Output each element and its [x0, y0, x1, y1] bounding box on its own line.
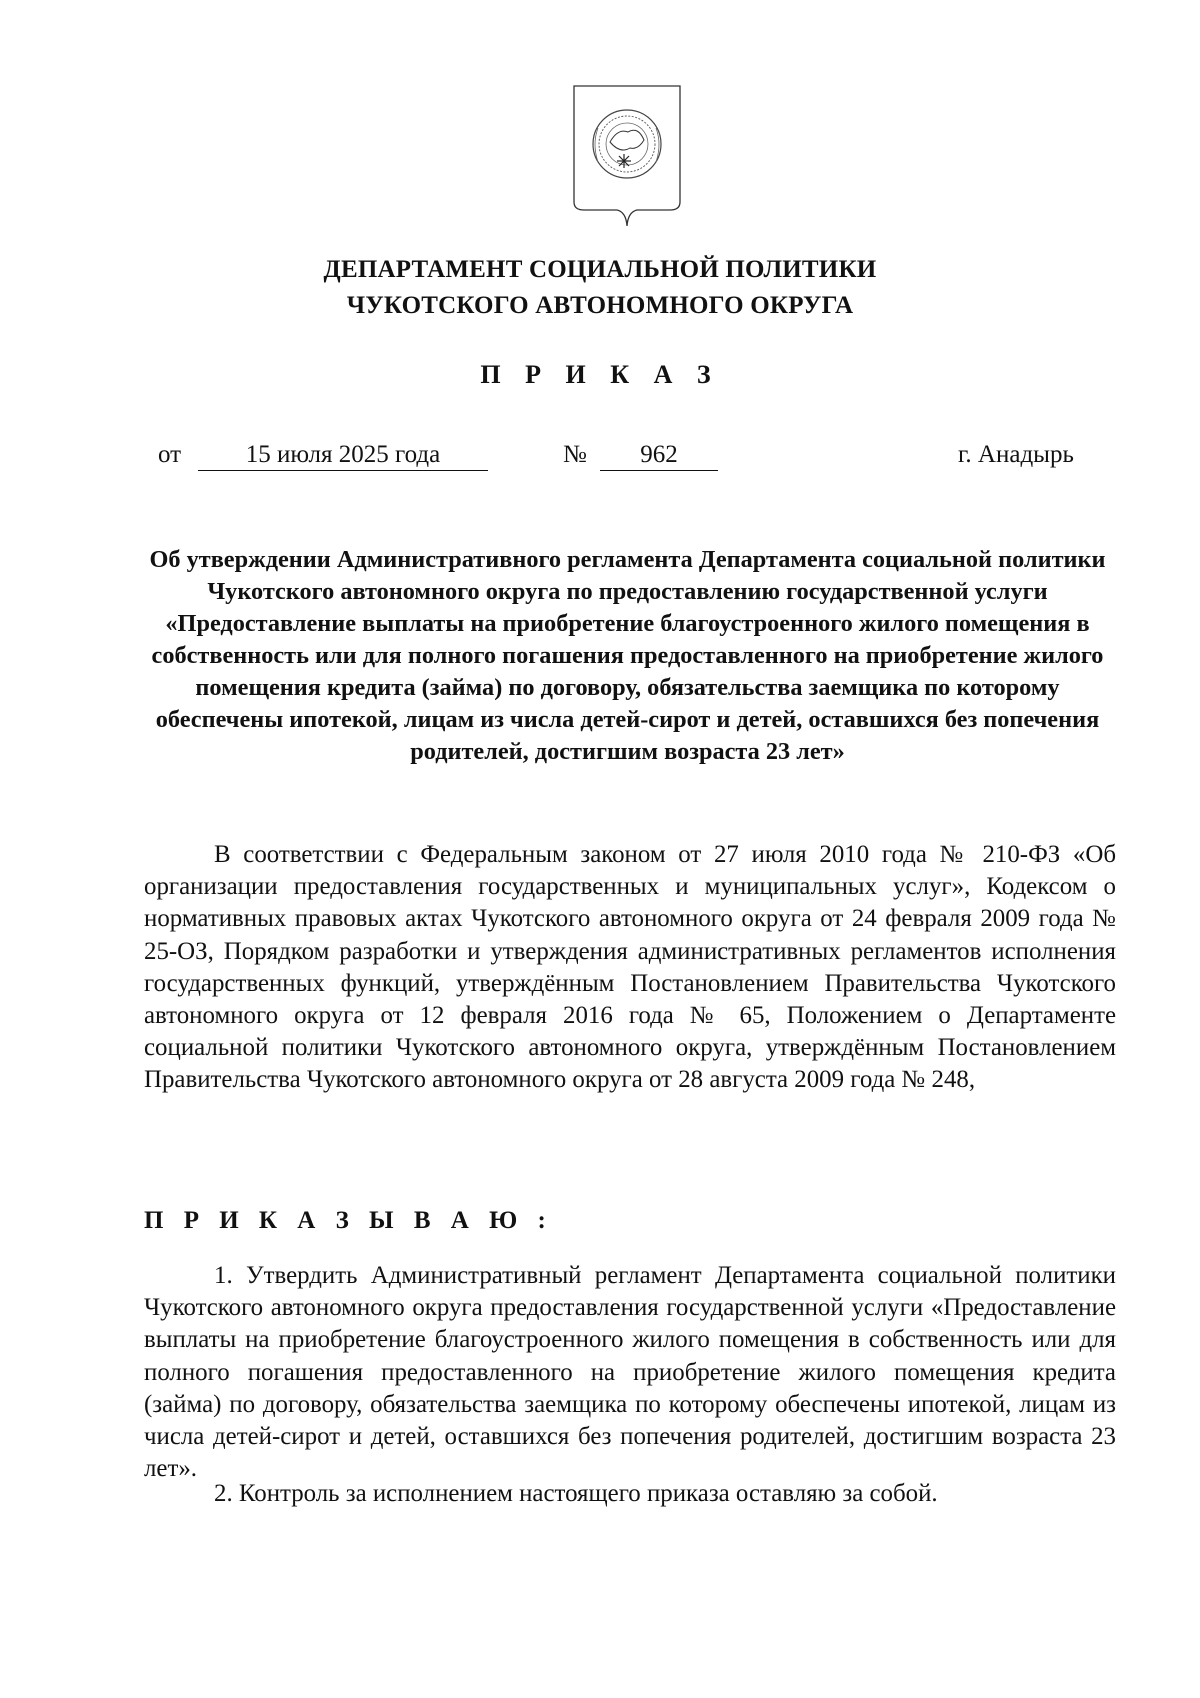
order-item-2: 2. Контроль за исполнением настоящего приказа оставляю за собой. — [214, 1480, 938, 1507]
order-number-field — [600, 440, 718, 471]
department-name-line2: ЧУКОТСКОГО АВТОНОМНОГО ОКРУГА — [346, 292, 854, 319]
coat-of-arms-emblem-icon — [572, 84, 682, 234]
order-date-field — [198, 440, 488, 471]
preamble-paragraph: В соответствии с Федеральным законом от 27 июля 2010 года № 210-ФЗ «Об организации предоставления государственных и муниципальных услуг», Кодексом о нормативных правовых актах Чукотского автономного округа от 24 февраля 2009 года № 25-ОЗ, Порядком разработки и утверждения административных регламентов исполнения государственных функций, утверждённым Постановлением Правительства Чукотского автономного округа от 12 февраля 2016 года № 65, Положением о Департаменте социальной политики Чукотского автономного округа, утверждённым Постановлением Правительства Чукотского автономного округа от 28 августа 2009 года № 248, — [144, 841, 1116, 1094]
order-subject: Об утверждении Административного регламента Департамента социальной политики Чукотского автономного округа по предоставлению государственной услуги «Предоставление выплаты на приобретение благоустроенного жилого помещения в собственность или для полного погашения предоставленного на приобретение жилого помещения кредита (займа) по договору, обязательства заемщика по которому обеспечены ипотекой, лицам из числа детей-сирот и детей, оставшихся без попечения родителей, достигшим возраста 23 лет» — [149, 546, 1106, 765]
directive-heading: П Р И К А З Ы В А Ю : — [144, 1207, 553, 1234]
date-prefix: от — [158, 441, 182, 468]
order-number: 962 — [600, 440, 718, 471]
department-name — [0, 252, 1200, 324]
number-prefix: № — [563, 441, 587, 468]
department-name-line1: ДЕПАРТАМЕНТ СОЦИАЛЬНОЙ ПОЛИТИКИ — [323, 256, 877, 283]
order-title: П Р И К А З — [480, 360, 720, 389]
order-city: г. Анадырь — [958, 441, 1074, 468]
order-date: 15 июля 2025 года — [198, 440, 488, 471]
order-item-1: 1. Утвердить Административный регламент Департамента социальной политики Чукотского автономного округа предоставления государственной услуги «Предоставление выплаты на приобретение благоустроенного жилого помещения в собственность или для полного погашения предоставленного на приобретение жилого помещения кредита (займа) по договору, обязательства заемщика по которому обеспечены ипотекой, лицам из числа детей-сирот и детей, оставшихся без попечения родителей, достигшим возраста 23 лет». — [144, 1262, 1116, 1483]
